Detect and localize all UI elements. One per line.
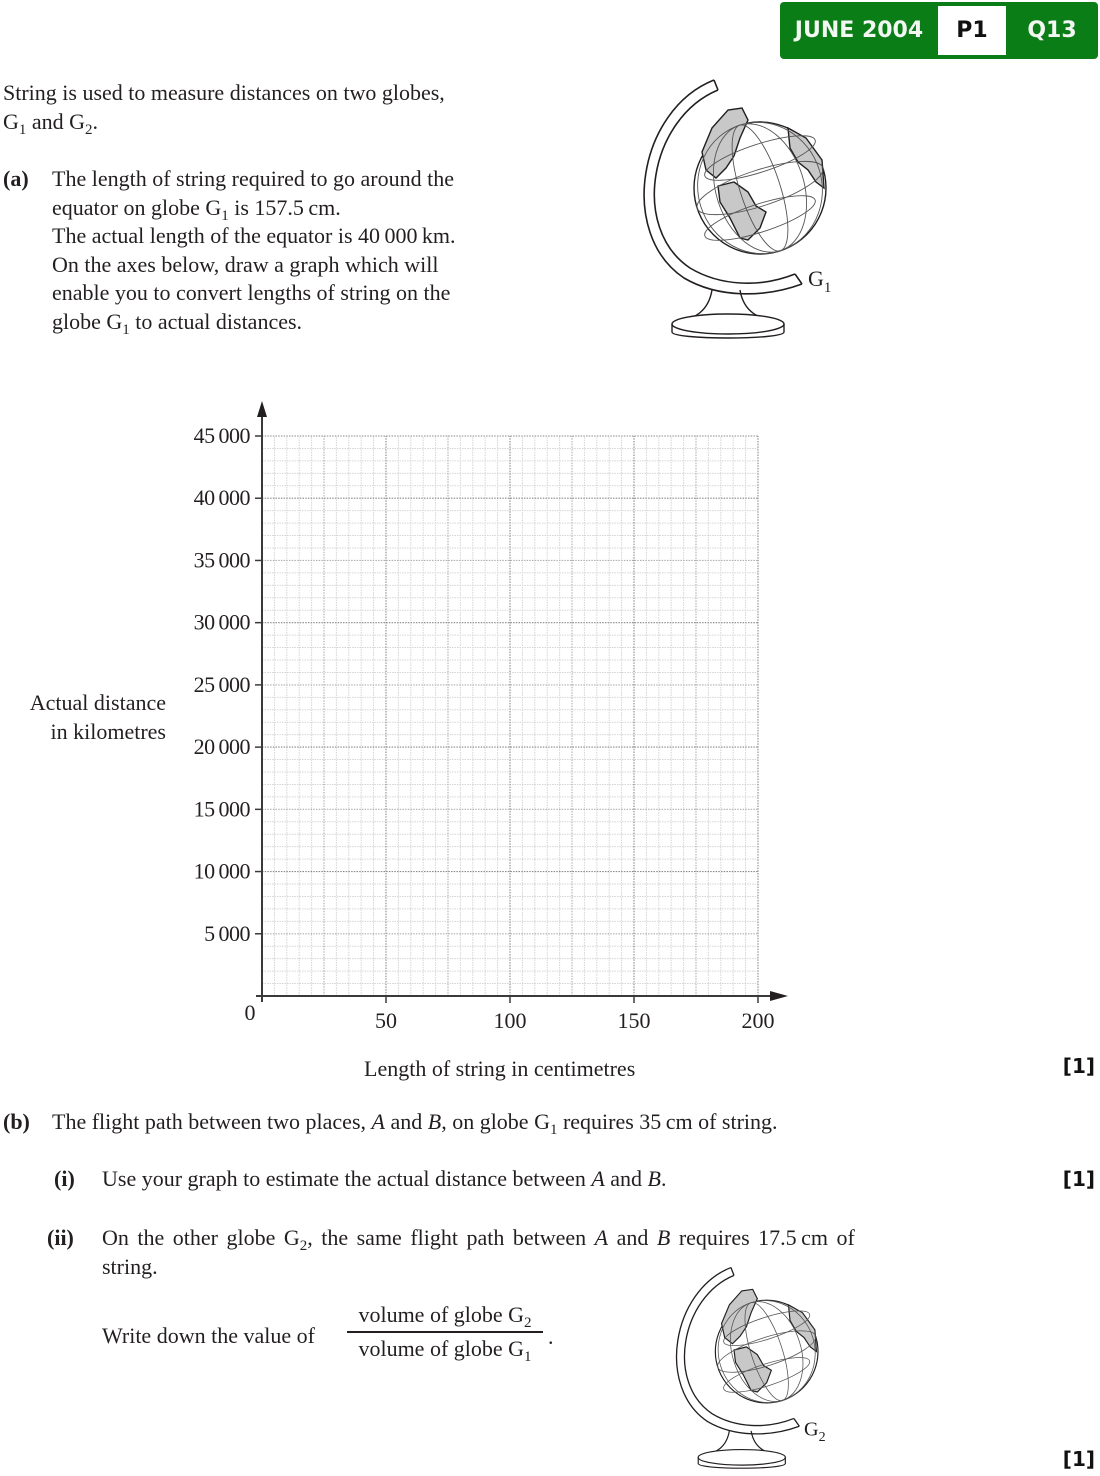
- y-tick-label: 45 000: [193, 423, 250, 448]
- x-tick-label: 200: [741, 1008, 775, 1033]
- part-b-ii-text: On the other globe $G_2$, the same flight path between A and B requires 17.5 cm of: [102, 1225, 855, 1254]
- y-tick-label: 5 000: [204, 920, 250, 946]
- y-tick-label: 20 000: [193, 734, 250, 760]
- part-a-line-2: equator on globe $G_1$ is 157.5 cm.: [52, 195, 341, 224]
- part-b-label: (b): [3, 1109, 30, 1134]
- x-tick-label: 150: [617, 1008, 651, 1033]
- question-badge: [780, 2, 1098, 59]
- y-axis-arrow-icon: [257, 401, 267, 417]
- y-axis-ticks: [194, 423, 262, 946]
- fraction-numerator: volume of globe $G_2$: [358, 1302, 532, 1331]
- fraction-period: .: [548, 1324, 554, 1349]
- x-tick-label: 50: [375, 1008, 397, 1033]
- part-a-line-4: On the axes below, draw a graph which will: [52, 252, 439, 277]
- part-b-text: The flight path between two places, A and B, on globe $G_1$ requires 35 cm of string.: [52, 1109, 778, 1138]
- marks-part-b-i: [1]: [1062, 1167, 1095, 1191]
- y-tick-label: 35 000: [193, 547, 250, 573]
- x-axis-ticks: [245, 996, 775, 1033]
- globe-g2-illustration: [655, 1266, 855, 1476]
- y-tick-label: 10 000: [193, 858, 250, 884]
- globe-g2-label: $G_2$: [804, 1418, 826, 1445]
- marks-part-b-ii: [1]: [1062, 1447, 1095, 1471]
- part-a-line-6: globe $G_1$ to actual distances.: [52, 309, 303, 338]
- part-b-ii-prompt: Write down the value of: [102, 1323, 315, 1348]
- part-b-i-text: Use your graph to estimate the actual distance between A and B.: [102, 1166, 667, 1191]
- badge-session: JUNE 2004: [794, 18, 924, 43]
- intro-line-1: String is used to measure distances on two globes,: [3, 80, 445, 105]
- y-tick-label: 30 000: [193, 609, 250, 635]
- y-tick-label: 40 000: [193, 485, 250, 511]
- x-axis-arrow-icon: [770, 991, 788, 1001]
- marks-part-a: [1]: [1062, 1054, 1095, 1078]
- badge-question: Q13: [1027, 18, 1077, 43]
- badge-paper: P1: [938, 6, 1006, 55]
- axes: [256, 401, 788, 1002]
- x-axis-label: Length of string in centimetres: [364, 1056, 636, 1081]
- y-tick-label: 15 000: [193, 796, 250, 822]
- volume-ratio-fraction: [347, 1302, 543, 1365]
- globe-icon: [644, 80, 839, 338]
- part-a-line-5: enable you to convert lengths of string on the: [52, 280, 451, 305]
- y-tick-label: 25 000: [193, 671, 250, 697]
- intro-line-2: $G_1$ and $G_2$.: [3, 109, 99, 138]
- part-a-line-3: The actual length of the equator is 40 000 km.: [52, 223, 456, 248]
- part-b-ii-label: (ii): [47, 1225, 74, 1250]
- part-a-line-1: The length of string required to go around the: [52, 166, 455, 191]
- fraction-denominator: volume of globe $G_1$: [358, 1335, 532, 1365]
- globe-g1-label: $G_1$: [808, 266, 832, 296]
- origin-label: 0: [244, 1000, 256, 1025]
- part-b-i-label: (i): [54, 1166, 75, 1191]
- globe-g1-illustration: [630, 78, 860, 348]
- x-tick-label: 100: [493, 1008, 527, 1033]
- part-b-ii-text-line-2: string.: [102, 1254, 158, 1279]
- fraction-bar: [347, 1331, 543, 1333]
- y-axis-label: Actual distance in kilometres: [29, 690, 166, 744]
- part-a-label: (a): [3, 166, 29, 191]
